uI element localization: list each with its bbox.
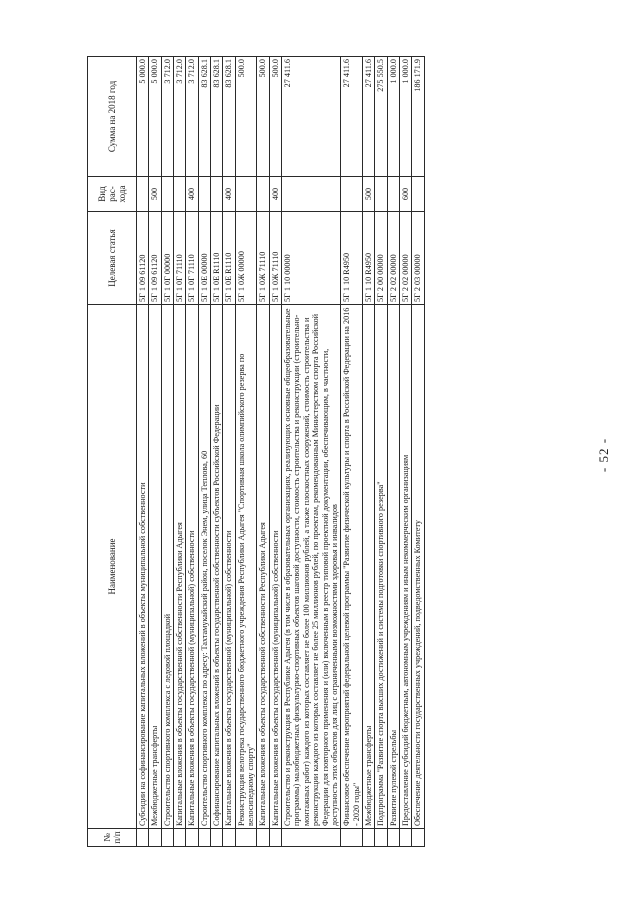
table-row [198,57,210,847]
cell-code: 5Г 1 0Е R1110 [223,212,235,305]
cell-code: 5Г 1 0Г 00000 [161,212,173,305]
cell-code: 5Г 1 0Ж 71110 [269,212,281,305]
cell-sum: 27 411.6 [362,57,374,177]
table-row [211,57,223,847]
cell-sum: 3 712.0 [174,57,186,177]
cell-name: Субсидии на софинансирование капитальных вложений в объекты муниципальной собственности [137,305,149,829]
table-body [137,57,425,847]
cell-num [198,829,210,847]
cell-num [362,829,374,847]
cell-name: Строительство спортивного комплекса с ледовой площадкой [161,305,173,829]
cell-kind [341,177,363,212]
cell-num [412,829,424,847]
cell-sum: 500.0 [269,57,281,177]
cell-name: Реконструкция велотрека государственного бюджетного учреждения Республики Адыгея "Спортивная школа олимпийского резерва по велосипедному спорту" [235,305,257,829]
cell-sum: 186 171.9 [412,57,424,177]
cell-kind: 500 [362,177,374,212]
cell-name: Капитальные вложения в объекты государственной собственности Республики Адыгея [257,305,269,829]
header-name: Наименование [88,305,137,829]
cell-name: Предоставление субсидий бюджетным, автономным учреждениям и иным некоммерческим организациям [399,305,411,829]
cell-kind [198,177,210,212]
header-row [88,57,137,847]
table-row [161,57,173,847]
cell-name: Межбюджетные трансферты [362,305,374,829]
table-row [257,57,269,847]
header-kind: Вид рас-хода [88,177,137,212]
cell-sum: 83 628.1 [211,57,223,177]
cell-num [257,829,269,847]
cell-num [399,829,411,847]
table-row [269,57,281,847]
cell-num [149,829,161,847]
cell-code: 5Г 1 10 00000 [282,212,341,305]
cell-num [341,829,363,847]
cell-code: 5Г 1 10 R4950 [341,212,363,305]
cell-sum: 83 628.1 [198,57,210,177]
cell-sum: 500.0 [235,57,257,177]
table-row [149,57,161,847]
cell-sum: 83 628.1 [223,57,235,177]
page-number: - 52 - [596,437,611,473]
cell-name: Капитальные вложения в объекты государственной (муниципальной) собственности [269,305,281,829]
cell-code: 5Г 2 02 00000 [399,212,411,305]
cell-code: 5Г 1 0Ж 71110 [257,212,269,305]
cell-sum: 1 000.0 [399,57,411,177]
cell-name: Капитальные вложения в объекты государственной (муниципальной) собственности [186,305,198,829]
cell-name: Капитальные вложения в объекты государственной собственности Республики Адыгея [174,305,186,829]
budget-table [87,56,425,847]
cell-kind: 400 [269,177,281,212]
cell-num [186,829,198,847]
cell-name: Финансовое обеспечение мероприятий федеральной целевой программы "Развитие физической культуры и спорта в Российской Федерации на 2016 - 2020 годы" [341,305,363,829]
cell-sum: 500.0 [257,57,269,177]
cell-code: 5Г 2 00 00000 [375,212,387,305]
cell-code: 5Г 1 0Е R1110 [211,212,223,305]
header-code: Целевая статья [88,212,137,305]
cell-sum: 3 712.0 [161,57,173,177]
table-row [186,57,198,847]
header-num: № п/п [88,829,137,847]
cell-kind [174,177,186,212]
cell-kind [412,177,424,212]
cell-code: 5Г 1 0Е 00000 [198,212,210,305]
table-row [399,57,411,847]
cell-kind [137,177,149,212]
cell-sum: 275 550.5 [375,57,387,177]
table-row [174,57,186,847]
cell-code: 5Г 1 0Г 71110 [186,212,198,305]
cell-code: 5Г 1 09 61120 [149,212,161,305]
cell-num [235,829,257,847]
cell-sum: 5 000.0 [137,57,149,177]
cell-kind [375,177,387,212]
cell-name: Капитальные вложения в объекты государственной (муниципальной) собственности [223,305,235,829]
cell-sum: 3 712.0 [186,57,198,177]
cell-kind [257,177,269,212]
cell-kind [235,177,257,212]
table-header [88,57,137,847]
cell-sum: 5 000.0 [149,57,161,177]
table-row [235,57,257,847]
table-row [375,57,387,847]
cell-kind [161,177,173,212]
cell-name: Строительство и реконструкция в Республике Адыгея (в том числе в образовательных организациях, реализующих основные общеобразовательные программы) малобюджетных физкультурно-спортивных объектов шаговой доступности, стоимость строительства и реконструкции (строительно-монтажных работ) каждого из которых составляет не более 100 миллионов рублей, а также плоскостных сооружений, стоимость строительства и реконструкции каждого из которых составляет не более 25 миллионов рублей, по проектам, рекомендованным Министерством спорта Российской Федерации для повторного применения и (или) включенным в реестр типовой проектной документации, обеспечивающим, в частности, доступность этих объектов для лиц с ограниченными возможностями здоровья и инвалидов [282,305,341,829]
cell-code: 5Г 1 0Г 71110 [174,212,186,305]
cell-name: Софинансирование капитальных вложений в объекты государственной собственности субъектов Российской Федерации [211,305,223,829]
cell-num [137,829,149,847]
cell-code: 5Г 1 10 R4950 [362,212,374,305]
cell-kind: 400 [186,177,198,212]
cell-sum: 1 000.0 [387,57,399,177]
table-row [341,57,363,847]
table-row [282,57,341,847]
cell-num [161,829,173,847]
cell-name: Обеспечение деятельности государственных учреждений, подведомственных Комитету [412,305,424,829]
table-row [387,57,399,847]
cell-code: 5Г 1 09 61120 [137,212,149,305]
cell-kind [211,177,223,212]
cell-code: 5Г 2 02 00000 [387,212,399,305]
cell-kind: 400 [223,177,235,212]
table-row [223,57,235,847]
cell-num [282,829,341,847]
table-row [412,57,424,847]
cell-num [269,829,281,847]
cell-name: Развитие пулевой стрельбы [387,305,399,829]
cell-code: 5Г 1 0Ж 00000 [235,212,257,305]
cell-name: Межбюджетные трансферты [149,305,161,829]
cell-name: Подпрограмма "Развитие спорта высших достижений и системы подготовки спортивного резерва" [375,305,387,829]
table-row [137,57,149,847]
cell-num [375,829,387,847]
cell-kind: 500 [149,177,161,212]
cell-num [223,829,235,847]
cell-sum: 27 411.6 [282,57,341,177]
cell-kind [282,177,341,212]
cell-num [211,829,223,847]
cell-name: Строительство спортивного комплекса по адресу: Тахтамукайский район, поселок Энем, улица Теплова, 60 [198,305,210,829]
cell-code: 5Г 2 03 00000 [412,212,424,305]
table-row [362,57,374,847]
cell-sum: 27 411.6 [341,57,363,177]
header-sum: Сумма на 2018 год [88,57,137,177]
cell-num [174,829,186,847]
cell-kind: 600 [399,177,411,212]
cell-kind [387,177,399,212]
cell-num [387,829,399,847]
